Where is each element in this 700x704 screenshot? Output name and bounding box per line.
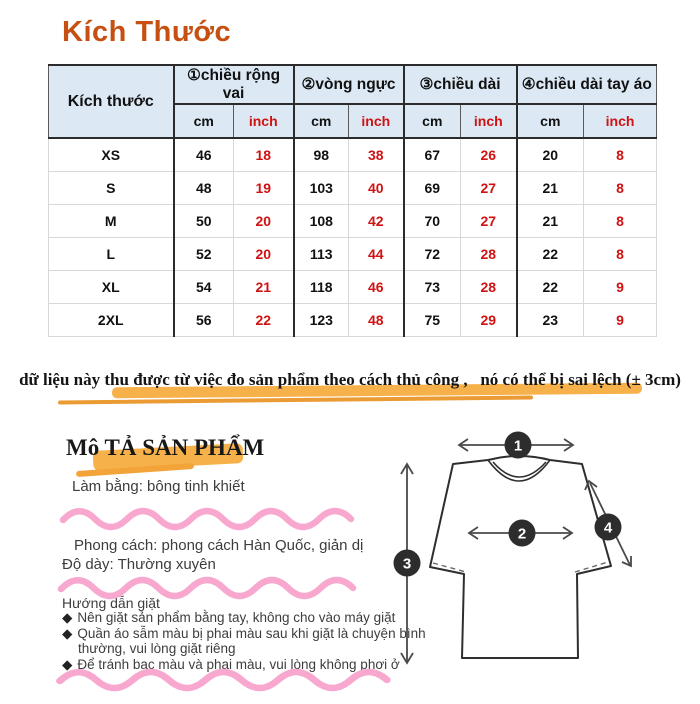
- thickness-line: Độ dày: Thường xuyên: [62, 556, 216, 573]
- diamond-bullet-icon: ◆: [62, 626, 73, 642]
- washing-title: Hướng dẫn giặt: [62, 595, 160, 611]
- table-cell: 21: [234, 270, 294, 303]
- washing-item: [62, 627, 430, 656]
- table-cell: 54: [174, 270, 234, 303]
- table-row-m: [49, 204, 657, 237]
- table-cell: 21: [517, 204, 584, 237]
- table-cell: 44: [349, 237, 404, 270]
- measurement-note: dữ liệu này thu được từ việc đo sản phẩm theo cách thủ công , nó có thể bị sai lệch (± 3cm): [19, 370, 681, 389]
- table-cell: 103: [294, 171, 349, 204]
- table-row-xl: [49, 270, 657, 303]
- washing-item-text: Nên giặt sản phẩm bằng tay, không cho vào máy giặt: [77, 610, 396, 625]
- table-cell: 22: [517, 237, 584, 270]
- table-cell: 48: [349, 303, 404, 336]
- table-cell: 98: [294, 138, 349, 171]
- diamond-bullet-icon: ◆: [62, 657, 73, 673]
- table-cell: 72: [404, 237, 461, 270]
- svg-text:1: 1: [513, 437, 523, 455]
- table-cell: 108: [294, 204, 349, 237]
- table-cell: 67: [404, 138, 461, 171]
- table-cell: 27: [461, 204, 517, 237]
- corner-header: Kích thước: [49, 65, 174, 138]
- table-row-s: [49, 171, 657, 204]
- table-cell: 22: [517, 270, 584, 303]
- washing-item-text: Quần áo sẫm màu bị phai màu sau khi giặt là chuyện bình thường, vui lòng giặt riêng: [77, 626, 426, 656]
- tshirt-outline: [430, 456, 611, 658]
- description-heading: Mô TẢ SẢN PHẨM: [66, 435, 265, 460]
- unit-header-inch: inch: [461, 104, 517, 138]
- table-cell: 22: [234, 303, 294, 336]
- page-title: Kích Thước: [62, 16, 232, 48]
- unit-header-inch: inch: [349, 104, 404, 138]
- table-cell: 18: [234, 138, 294, 171]
- table-cell: 8: [584, 171, 657, 204]
- pink-wave-divider: [53, 666, 387, 692]
- pink-wave-divider: [55, 574, 353, 600]
- table-cell: 113: [294, 237, 349, 270]
- column-header-shoulder: ①chiều rộng vai: [174, 65, 294, 104]
- table-cell: 27: [461, 171, 517, 204]
- table-cell: 48: [174, 171, 234, 204]
- washing-item: [62, 611, 430, 625]
- table-row-xs: [49, 138, 657, 171]
- unit-header-cm: cm: [404, 104, 461, 138]
- table-cell: 46: [174, 138, 234, 171]
- table-cell: 46: [349, 270, 404, 303]
- size-cell: L: [49, 237, 174, 270]
- size-table: [48, 64, 657, 337]
- table-cell: 28: [461, 270, 517, 303]
- table-cell: 56: [174, 303, 234, 336]
- unit-header-inch: inch: [234, 104, 294, 138]
- column-header-chest: ②vòng ngực: [294, 65, 404, 104]
- table-cell: 23: [517, 303, 584, 336]
- column-header-length: ③chiều dài: [404, 65, 517, 104]
- table-row-2xl: [49, 303, 657, 336]
- table-cell: 21: [517, 171, 584, 204]
- unit-header-inch: inch: [584, 104, 657, 138]
- table-cell: 69: [404, 171, 461, 204]
- unit-header-cm: cm: [517, 104, 584, 138]
- size-cell: XL: [49, 270, 174, 303]
- table-cell: 9: [584, 270, 657, 303]
- unit-header-cm: cm: [174, 104, 234, 138]
- table-cell: 40: [349, 171, 404, 204]
- tshirt-measurement-diagram: [392, 416, 700, 704]
- size-table-wrap: [48, 64, 657, 337]
- diamond-bullet-icon: ◆: [62, 610, 73, 625]
- unit-header-cm: cm: [294, 104, 349, 138]
- table-cell: 70: [404, 204, 461, 237]
- svg-text:4: 4: [603, 519, 613, 537]
- svg-text:2: 2: [517, 525, 527, 543]
- table-cell: 26: [461, 138, 517, 171]
- table-row-l: [49, 237, 657, 270]
- column-header-sleeve: ④chiều dài tay áo: [517, 65, 657, 104]
- table-cell: 9: [584, 303, 657, 336]
- table-cell: 38: [349, 138, 404, 171]
- table-cell: 73: [404, 270, 461, 303]
- table-cell: 20: [234, 204, 294, 237]
- table-cell: 8: [584, 138, 657, 171]
- size-cell: S: [49, 171, 174, 204]
- table-cell: 19: [234, 171, 294, 204]
- table-cell: 8: [584, 204, 657, 237]
- pink-wave-divider: [57, 505, 351, 531]
- size-cell: XS: [49, 138, 174, 171]
- table-cell: 8: [584, 237, 657, 270]
- washing-item-text: Để tránh bạc màu và phai màu, vui lòng không phơi ở: [77, 657, 400, 673]
- table-cell: 29: [461, 303, 517, 336]
- material-line: Làm bằng: bông tinh khiết: [72, 478, 245, 495]
- table-cell: 118: [294, 270, 349, 303]
- table-cell: 20: [517, 138, 584, 171]
- table-cell: 28: [461, 237, 517, 270]
- table-cell: 50: [174, 204, 234, 237]
- svg-text:3: 3: [402, 555, 412, 573]
- table-cell: 52: [174, 237, 234, 270]
- size-cell: M: [49, 204, 174, 237]
- table-cell: 20: [234, 237, 294, 270]
- table-cell: 42: [349, 204, 404, 237]
- table-cell: 123: [294, 303, 349, 336]
- size-cell: 2XL: [49, 303, 174, 336]
- table-cell: 75: [404, 303, 461, 336]
- style-line: Phong cách: phong cách Hàn Quốc, giản dị: [74, 537, 364, 554]
